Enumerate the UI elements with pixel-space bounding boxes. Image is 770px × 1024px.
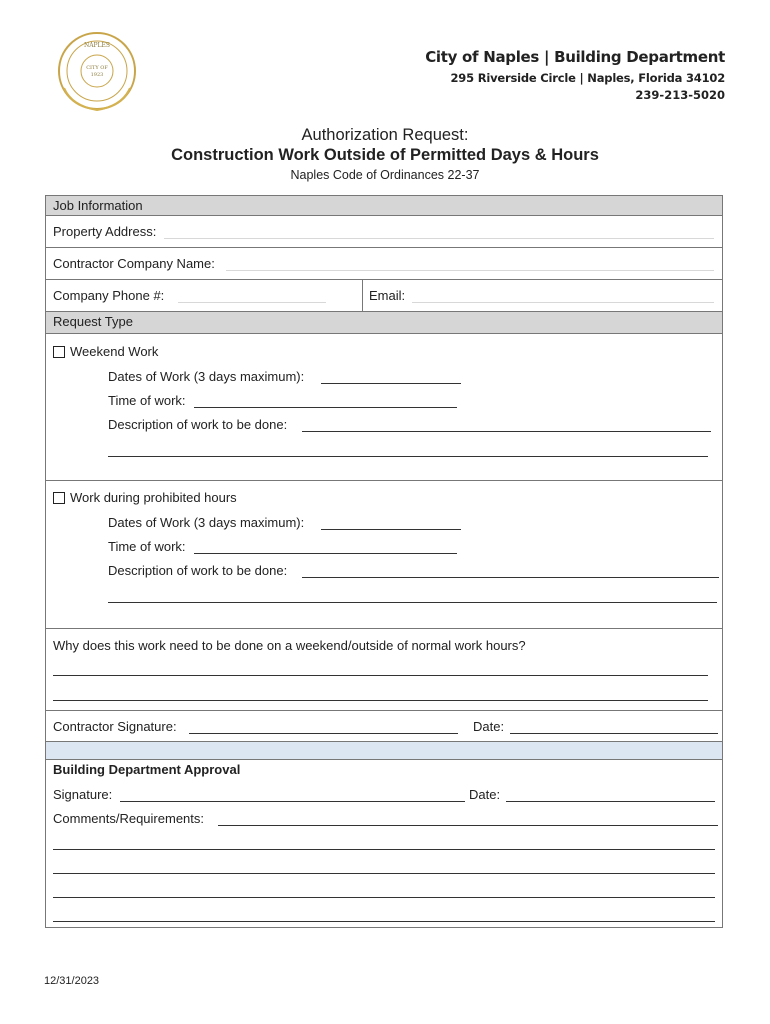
comments-line2[interactable] — [53, 849, 715, 850]
approval-signature-label: Signature: — [53, 787, 113, 802]
form-titles — [0, 126, 770, 182]
city-seal-logo — [52, 28, 142, 114]
separator-band — [46, 742, 722, 760]
comments-label: Comments/Requirements: — [53, 811, 204, 826]
contractor-name-row — [46, 248, 722, 280]
prohibited-description-line2[interactable] — [108, 602, 717, 603]
org-phone: 239-213-5020 — [635, 88, 725, 102]
prohibited-time-label: Time of work: — [108, 539, 186, 554]
contractor-signature-row — [46, 711, 722, 742]
prohibited-hours-checkbox[interactable] — [53, 492, 65, 504]
prohibited-time-field[interactable] — [194, 553, 457, 554]
prohibited-description-field[interactable] — [302, 577, 719, 578]
org-header — [425, 48, 725, 102]
contractor-signature-label: Contractor Signature: — [53, 719, 177, 734]
svg-text:NAPLES: NAPLES — [83, 42, 111, 49]
company-phone-field[interactable] — [178, 302, 326, 303]
svg-text:1923: 1923 — [90, 72, 104, 78]
weekend-work-section — [46, 334, 722, 481]
weekend-time-label: Time of work: — [108, 393, 186, 408]
title-line3: Naples Code of Ordinances 22-37 — [290, 168, 480, 182]
phone-email-row — [46, 280, 722, 312]
prohibited-hours-section — [46, 481, 722, 629]
weekend-description-label: Description of work to be done: — [108, 417, 288, 432]
prohibited-description-label: Description of work to be done: — [108, 563, 288, 578]
company-phone-label: Company Phone #: — [53, 288, 165, 303]
title-line1: Authorization Request: — [301, 126, 469, 144]
property-address-label: Property Address: — [53, 224, 157, 239]
weekend-work-checkbox[interactable] — [53, 346, 65, 358]
prohibited-dates-label: Dates of Work (3 days maximum): — [108, 515, 305, 530]
comments-line3[interactable] — [53, 873, 715, 874]
contractor-name-field[interactable] — [226, 270, 714, 271]
request-type-header — [46, 312, 722, 334]
why-line2[interactable] — [53, 700, 708, 701]
comments-line5[interactable] — [53, 921, 715, 922]
phone-email-divider — [362, 280, 363, 311]
approval-signature-field[interactable] — [120, 801, 465, 802]
prohibited-hours-label: Work during prohibited hours — [70, 490, 237, 505]
property-address-field[interactable] — [164, 238, 714, 239]
prohibited-dates-field[interactable] — [321, 529, 461, 530]
authorization-form — [45, 195, 723, 928]
approval-section — [46, 760, 722, 929]
weekend-description-field[interactable] — [302, 431, 711, 432]
org-address: 295 Riverside Circle | Naples, Florida 34102 — [450, 71, 725, 85]
why-section — [46, 629, 722, 711]
svg-text:CITY OF: CITY OF — [86, 65, 108, 71]
email-label: Email: — [369, 288, 406, 303]
contractor-date-field[interactable] — [510, 733, 718, 734]
org-name: City of Naples | Building Department — [425, 48, 725, 66]
weekend-work-label: Weekend Work — [70, 344, 159, 359]
title-line2: Construction Work Outside of Permitted Days & Hours — [171, 146, 599, 164]
footer-date: 12/31/2023 — [44, 975, 100, 987]
why-label: Why does this work need to be done on a weekend/outside of normal work hours? — [53, 638, 526, 653]
approval-date-label: Date: — [469, 787, 501, 802]
approval-header: Building Department Approval — [53, 762, 241, 777]
request-type-label: Request Type — [53, 314, 133, 329]
weekend-dates-label: Dates of Work (3 days maximum): — [108, 369, 305, 384]
weekend-dates-field[interactable] — [321, 383, 461, 384]
property-address-row — [46, 216, 722, 248]
weekend-time-field[interactable] — [194, 407, 457, 408]
job-info-header — [46, 196, 722, 216]
contractor-name-label: Contractor Company Name: — [53, 256, 215, 271]
weekend-description-line2[interactable] — [108, 456, 708, 457]
comments-field[interactable] — [218, 825, 718, 826]
contractor-date-label: Date: — [473, 719, 505, 734]
why-line1[interactable] — [53, 675, 708, 676]
approval-date-field[interactable] — [506, 801, 715, 802]
email-field[interactable] — [412, 302, 714, 303]
contractor-signature-field[interactable] — [189, 733, 458, 734]
job-info-label: Job Information — [53, 198, 143, 213]
comments-line4[interactable] — [53, 897, 715, 898]
